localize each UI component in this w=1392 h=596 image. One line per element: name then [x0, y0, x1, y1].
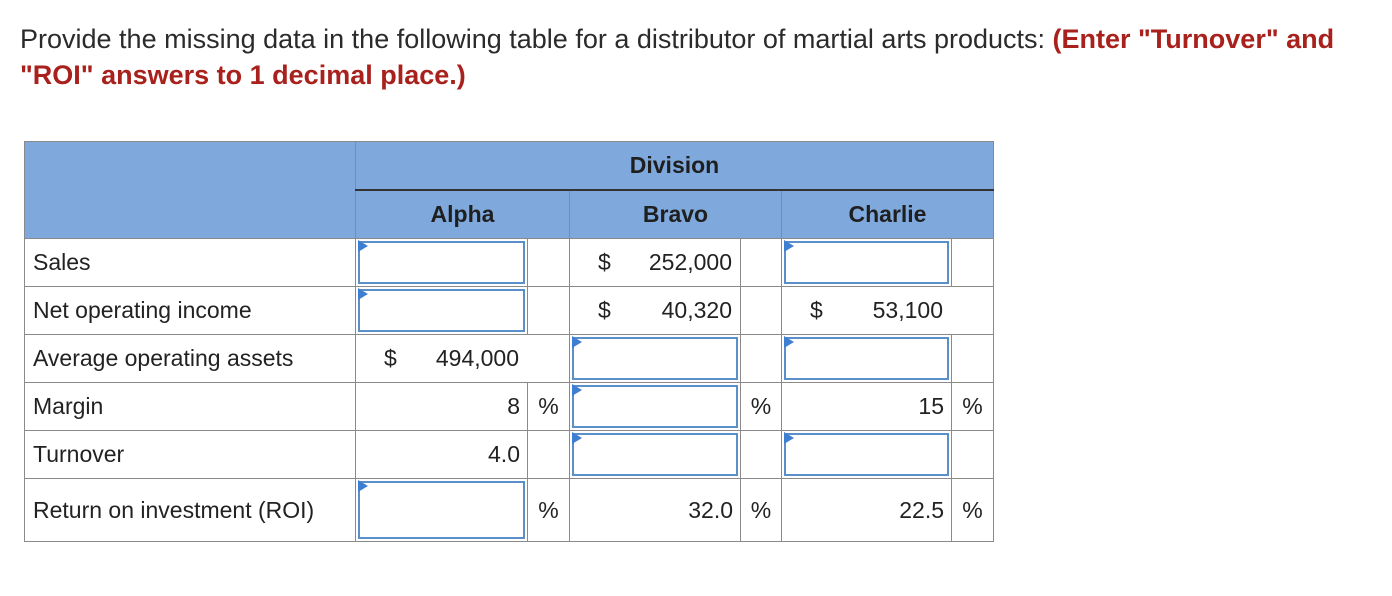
alpha-turnover-unit	[528, 431, 570, 479]
bravo-assets-unit	[741, 335, 782, 383]
answer-flag-icon	[358, 288, 368, 300]
currency-symbol: $	[810, 297, 823, 323]
prompt-text: Provide the missing data in the following table for a distributor of martial arts products:	[20, 24, 1053, 54]
bravo-sales-unit	[741, 239, 782, 287]
row-label-noi: Net operating income	[25, 287, 356, 335]
alpha-roi-input[interactable]	[358, 481, 525, 539]
currency-symbol: $	[384, 345, 397, 371]
bravo-assets-cell	[570, 335, 741, 383]
alpha-assets-cell	[356, 335, 570, 383]
charlie-noi-cell	[782, 287, 994, 335]
bravo-turnover-cell	[570, 431, 741, 479]
alpha-roi-unit: %	[528, 479, 570, 542]
alpha-assets-value: 494,000	[435, 345, 519, 371]
alpha-noi-cell	[356, 287, 528, 335]
bravo-margin-cell	[570, 383, 741, 431]
answer-flag-icon	[784, 432, 794, 444]
charlie-sales-cell	[782, 239, 952, 287]
roi-data-table	[24, 141, 994, 542]
currency-symbol: $	[598, 249, 611, 275]
charlie-margin-unit: %	[952, 383, 994, 431]
row-label-turnover: Turnover	[25, 431, 356, 479]
charlie-assets-cell	[782, 335, 952, 383]
charlie-turnover-unit	[952, 431, 994, 479]
alpha-sales-unit	[528, 239, 570, 287]
bravo-noi-unit	[741, 287, 782, 335]
bravo-noi-value: 40,320	[661, 297, 732, 323]
charlie-assets-unit	[952, 335, 994, 383]
answer-flag-icon	[784, 336, 794, 348]
row-label-roi: Return on investment (ROI)	[25, 479, 356, 542]
currency-symbol: $	[598, 297, 611, 323]
bravo-roi-unit: %	[741, 479, 782, 542]
alpha-roi-cell	[356, 479, 528, 542]
answer-flag-icon	[572, 336, 582, 348]
bravo-roi-value: 32.0	[570, 479, 741, 542]
division-header: Division	[356, 142, 994, 191]
charlie-noi-value: 53,100	[872, 297, 943, 323]
charlie-margin-value: 15	[782, 383, 952, 431]
charlie-turnover-input[interactable]	[784, 433, 949, 476]
bravo-sales-cell	[570, 239, 741, 287]
answer-flag-icon	[572, 384, 582, 396]
charlie-roi-value: 22.5	[782, 479, 952, 542]
charlie-assets-input[interactable]	[784, 337, 949, 380]
answer-flag-icon	[358, 480, 368, 492]
alpha-margin-unit: %	[528, 383, 570, 431]
bravo-margin-unit: %	[741, 383, 782, 431]
charlie-turnover-cell	[782, 431, 952, 479]
alpha-sales-input[interactable]	[358, 241, 525, 284]
alpha-noi-unit	[528, 287, 570, 335]
bravo-assets-input[interactable]	[572, 337, 738, 380]
question-prompt	[20, 21, 1360, 93]
answer-flag-icon	[572, 432, 582, 444]
alpha-noi-input[interactable]	[358, 289, 525, 332]
bravo-sales-value: 252,000	[648, 249, 732, 275]
charlie-sales-unit	[952, 239, 994, 287]
header-blank-cell	[25, 142, 356, 239]
bravo-margin-input[interactable]	[572, 385, 738, 428]
answer-flag-icon	[784, 240, 794, 252]
row-label-sales: Sales	[25, 239, 356, 287]
alpha-sales-cell	[356, 239, 528, 287]
column-header-charlie: Charlie	[782, 190, 994, 239]
alpha-margin-value: 8	[356, 383, 528, 431]
charlie-roi-unit: %	[952, 479, 994, 542]
answer-flag-icon	[358, 240, 368, 252]
bravo-turnover-unit	[741, 431, 782, 479]
column-header-alpha: Alpha	[356, 190, 570, 239]
charlie-sales-input[interactable]	[784, 241, 949, 284]
bravo-turnover-input[interactable]	[572, 433, 738, 476]
row-label-assets: Average operating assets	[25, 335, 356, 383]
row-label-margin: Margin	[25, 383, 356, 431]
bravo-noi-cell	[570, 287, 741, 335]
column-header-bravo: Bravo	[570, 190, 782, 239]
prompt-instruction: (Enter "Turnover" and "ROI" answers to 1 decimal place.)	[20, 24, 1335, 90]
alpha-turnover-value: 4.0	[356, 431, 528, 479]
